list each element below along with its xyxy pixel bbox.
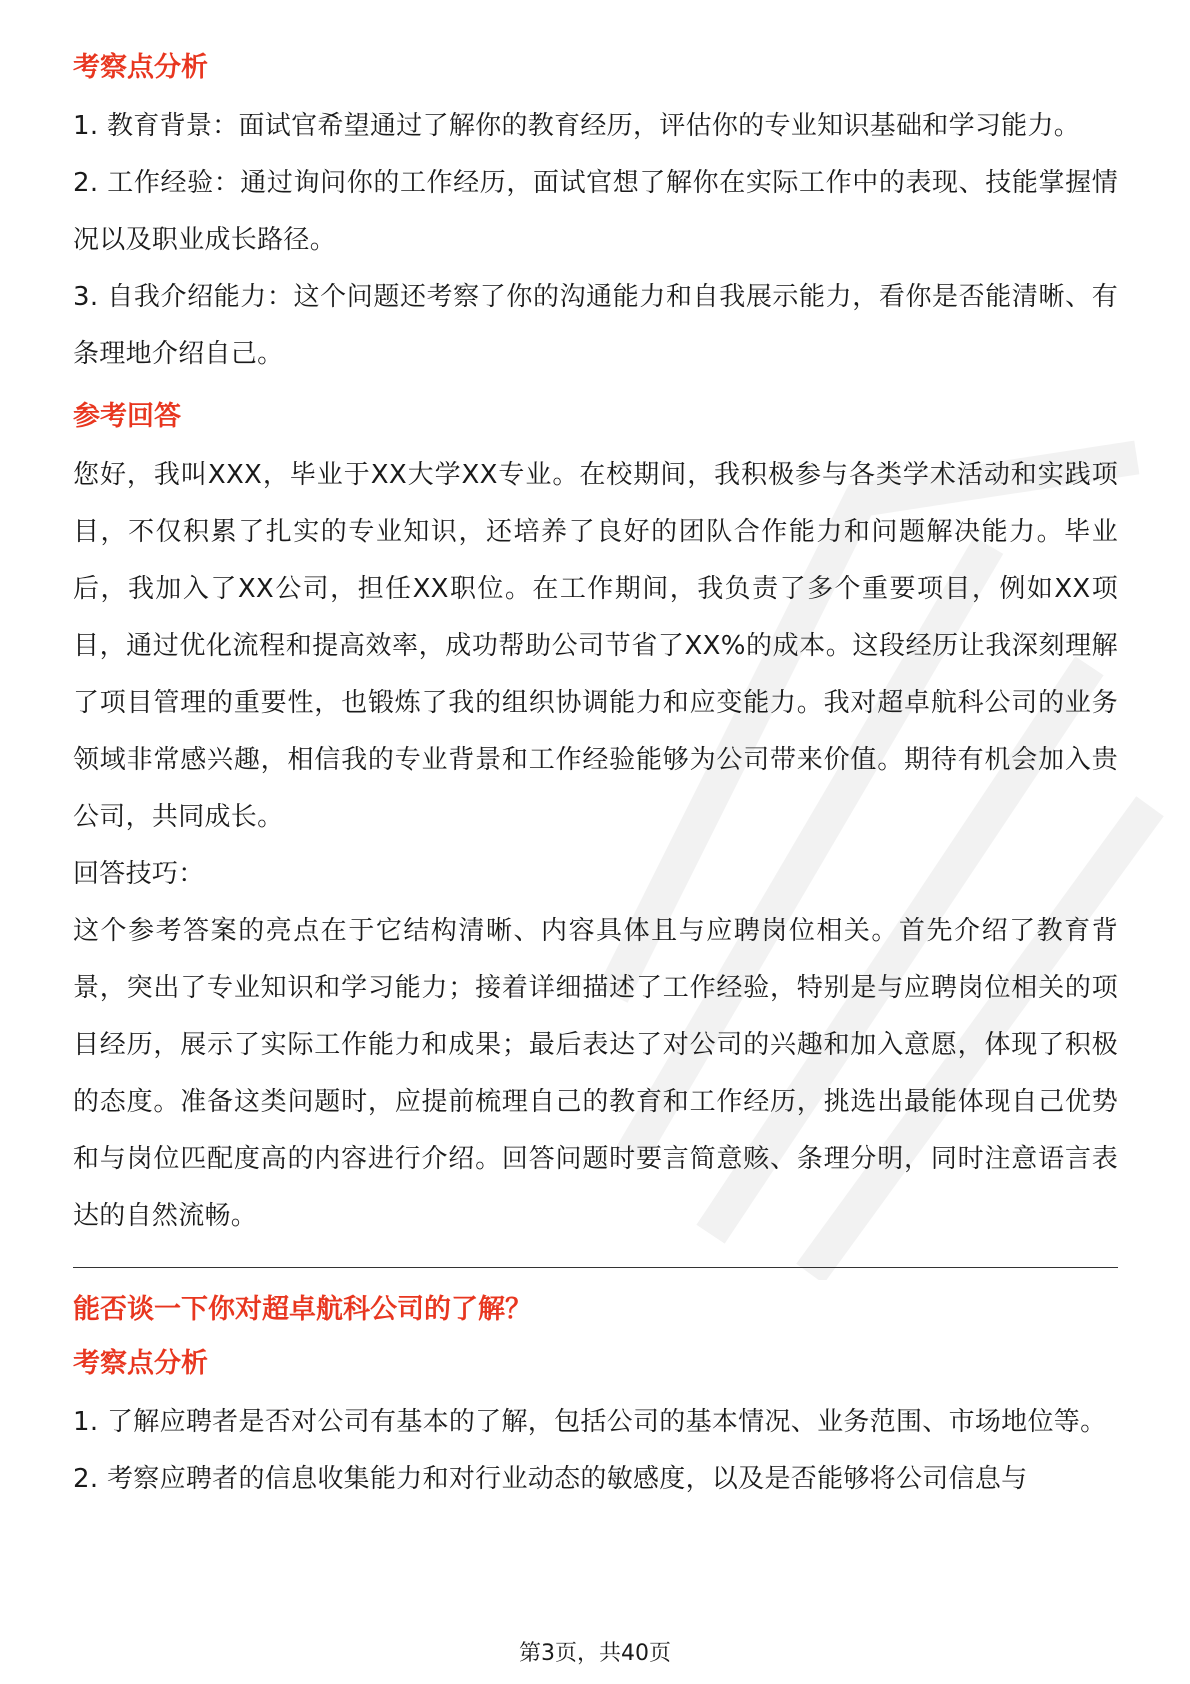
section-heading-analysis-2: 考察点分析 [73,1348,208,1379]
analysis-item-1: 1. 教育背景：面试官希望通过了解你的教育经历，评估你的专业知识基础和学习能力。 [73,111,1081,141]
question-title: 能否谈一下你对超卓航科公司的了解？ [73,1294,532,1325]
analysis2-item-1: 1. 了解应聘者是否对公司有基本的了解，包括公司的基本情况、业务范围、市场地位等。 [73,1407,1107,1437]
answer-tips-label: 回答技巧： [73,859,205,889]
reference-answer-text: 您好，我叫XXX，毕业于XX大学XX专业。在校期间，我积极参与各类学术活动和实践项目，不仅积累了扎实的专业知识，还培养了良好的团队合作能力和问题解决能力。毕业后，我加入了XX公司，担任XX职位。在工作期间，我负责了多个重要项目，例如XX项目，通过优化流程和提高效率，成功帮助公司节省了XX%的成本。这段经历让我深刻理解了项目管理的重要性，也锻炼了我的组织协调能力和应变能力。我对超卓航科公司的业务领域非常感兴趣，相信我的专业背景和工作经验能够为公司带来价值。期待有机会加入贵公司，共同成长。 [73,460,1118,832]
page-footer: 第3页，共40页 [519,1641,671,1666]
section-heading-reference-answer: 参考回答 [73,401,181,432]
analysis2-item-2: 2. 考察应聘者的信息收集能力和对行业动态的敏感度，以及是否能够将公司信息与 [73,1464,1028,1494]
analysis-item-2: 2. 工作经验：通过询问你的工作经历，面试官想了解你在实际工作中的表现、技能掌握情况以及职业成长路径。 [73,168,1118,255]
section-heading-analysis: 考察点分析 [73,52,208,83]
analysis-item-3: 3. 自我介绍能力：这个问题还考察了你的沟通能力和自我展示能力，看你是否能清晰、有条理地介绍自己。 [73,282,1118,369]
document-page [73,48,1118,1508]
answer-tips-text: 这个参考答案的亮点在于它结构清晰、内容具体且与应聘岗位相关。首先介绍了教育背景，突出了专业知识和学习能力；接着详细描述了工作经验，特别是与应聘岗位相关的项目经历，展示了实际工作能力和成果；最后表达了对公司的兴趣和加入意愿，体现了积极的态度。准备这类问题时，应提前梳理自己的教育和工作经历，挑选出最能体现自己优势和与岗位匹配度高的内容进行介绍。回答问题时要言简意赅、条理分明，同时注意语言表达的自然流畅。 [73,916,1118,1231]
section-divider [73,1267,1118,1268]
